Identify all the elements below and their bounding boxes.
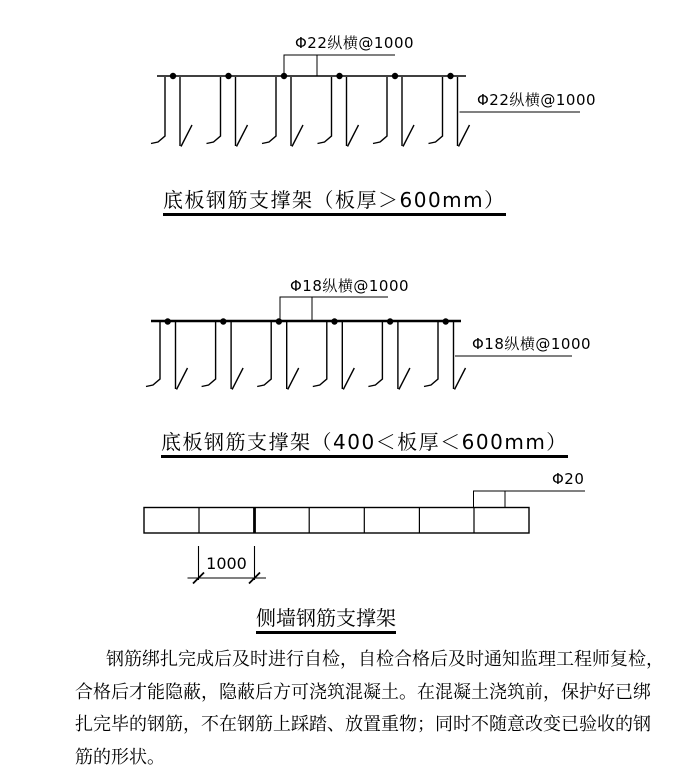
support-legs [151, 73, 470, 147]
dimension-value: 1000 [198, 556, 255, 572]
middle-diagram-caption: 底板钢筋支撑架（400＜板厚＜600mm） [161, 431, 568, 458]
bottom-diagram-bar-label: Φ20 [552, 471, 584, 487]
top-diagram-caption: 底板钢筋支撑架（板厚＞600mm） [163, 189, 506, 216]
body-paragraph [75, 644, 638, 774]
middle-diagram-right-label: Φ18纵横@1000 [472, 336, 591, 352]
paragraph-line: 钢筋绑扎完成后及时进行自检，自检合格后及时通知监理工程师复检， [75, 644, 638, 677]
paragraph-line: 扎完毕的钢筋，不在钢筋上踩踏、放置重物；同时不随意改变已验收的钢 [75, 709, 638, 742]
bottom-diagram-caption: 侧墙钢筋支撑架 [256, 607, 396, 634]
support-legs [146, 318, 466, 389]
paragraph-line: 筋的形状。 [75, 742, 638, 774]
paragraph-line: 合格后才能隐蔽，隐蔽后方可浇筑混凝土。在混凝土浇筑前，保护好已绑 [75, 677, 638, 710]
top-diagram-right-label: Φ22纵横@1000 [477, 92, 596, 108]
middle-diagram-top-label: Φ18纵横@1000 [290, 278, 409, 294]
top-diagram-top-label: Φ22纵横@1000 [295, 35, 414, 51]
